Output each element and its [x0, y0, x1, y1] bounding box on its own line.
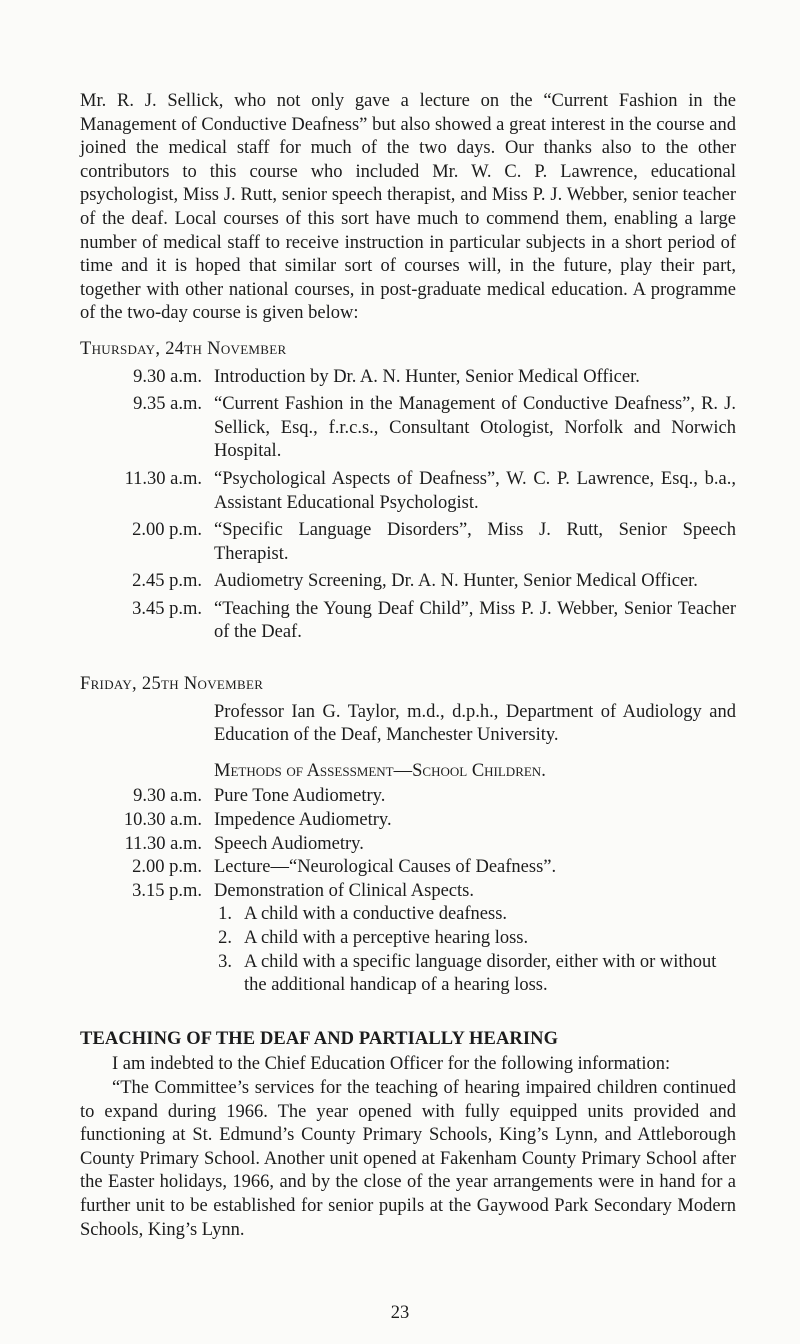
list-number: 2.	[218, 928, 232, 948]
programme-row	[80, 598, 736, 645]
programme-time: 11.30 a.m.	[124, 468, 202, 489]
programme-time: 9.30 a.m.	[133, 786, 202, 807]
programme-row	[80, 809, 736, 833]
intro-paragraph: Mr. R. J. Sellick, who not only gave a lecture on the “Current Fashion in the Management of Conductive Deafness” but also showed a great interest in the course and joined the medical staff for much of the two days. Our thanks also to the other contributors to this course who included Mr. W. C. P. Lawrence, educational psychologist, Miss J. Rutt, senior speech therapist, and Miss P. J. Webber, senior teacher of the deaf. Local courses of this sort have much to commend them, enabling a large number of medical staff to receive instruction in particular subjects in a short period of time and it is hoped that similar sort of courses will, in the future, play their part, together with other national courses, in post-graduate medical education. A programme of the two-day course is given below:	[80, 91, 736, 324]
programme-row	[80, 519, 736, 566]
programme-row	[80, 785, 736, 809]
programme-text: Introduction by Dr. A. N. Hunter, Senior Medical Officer.	[214, 366, 640, 387]
demonstration-list	[80, 903, 736, 997]
programme-time: 10.30 a.m.	[123, 810, 202, 831]
programme-time: 3.45 p.m.	[132, 598, 202, 619]
list-text: A child with a specific language disorder, either with or without the additional handicap of a hearing loss.	[244, 951, 717, 996]
programme-text: “Psychological Aspects of Deafness”, W. C. P. Lawrence, Esq., b.a., Assistant Educational Psychologist.	[214, 468, 736, 513]
programme-time: 3.15 p.m.	[132, 880, 202, 901]
methods-heading: Methods of Assessment—School Children.	[214, 760, 546, 781]
list-item	[214, 951, 736, 998]
friday-programme	[80, 785, 736, 903]
list-text: A child with a perceptive hearing loss.	[244, 928, 529, 948]
programme-row	[80, 393, 736, 464]
list-text: A child with a conductive deafness.	[244, 904, 508, 925]
programme-time: 11.30 a.m.	[124, 833, 202, 854]
programme-row	[80, 570, 736, 594]
programme-text: Lecture—“Neurological Causes of Deafness”.	[214, 857, 557, 878]
thursday-programme	[80, 366, 736, 646]
list-item	[214, 903, 736, 927]
friday-heading: Friday, 25th November	[80, 674, 264, 695]
programme-row	[80, 880, 736, 904]
programme-time: 9.35 a.m.	[133, 394, 202, 415]
programme-row	[80, 833, 736, 857]
programme-row	[80, 856, 736, 880]
section-paragraph: I am indebted to the Chief Education Officer for the following information:	[112, 1054, 671, 1075]
page-number: 23	[390, 1303, 410, 1323]
friday-lecturer: Professor Ian G. Taylor, m.d., d.p.h., Department of Audiology and Education of the Deaf, Manchester University.	[214, 701, 736, 746]
programme-time: 2.45 p.m.	[132, 571, 202, 592]
section-title: TEACHING OF THE DEAF AND PARTIALLY HEARING	[80, 1028, 559, 1049]
programme-time: 9.30 a.m.	[133, 366, 202, 387]
programme-time: 2.00 p.m.	[132, 857, 202, 878]
programme-time: 2.00 p.m.	[132, 520, 202, 541]
list-number: 3.	[218, 951, 232, 972]
programme-text: Speech Audiometry.	[214, 833, 364, 854]
programme-text: Impedence Audiometry.	[214, 810, 392, 831]
programme-text: “Teaching the Young Deaf Child”, Miss P. J. Webber, Senior Teacher of the Deaf.	[214, 598, 736, 643]
programme-row	[80, 468, 736, 515]
document-page	[80, 90, 736, 1242]
section-paragraph: “The Committee’s services for the teaching of hearing impaired children continued to expand during 1966. The year opened with fully equipped units provided and functioning at St. Edmund’s County Primary Schools, King’s Lynn, and Attleborough County Primary School. Another unit opened at Fakenham County Primary School after the Easter holidays, 1966, and by the close of the year arrangements were in hand for a further unit to be established for senior pupils at the Gaywood Park Secondary Modern Schools, King’s Lynn.	[80, 1077, 736, 1240]
programme-text: Audiometry Screening, Dr. A. N. Hunter, Senior Medical Officer.	[214, 571, 698, 592]
programme-text: “Specific Language Disorders”, Miss J. Rutt, Senior Speech Therapist.	[214, 520, 736, 564]
thursday-heading: Thursday, 24th November	[80, 338, 287, 359]
programme-text: Demonstration of Clinical Aspects.	[214, 880, 474, 901]
programme-text: Pure Tone Audiometry.	[214, 786, 386, 807]
programme-row	[80, 366, 736, 390]
programme-text: “Current Fashion in the Management of Conductive Deafness”, R. J. Sellick, Esq., f.r.c.s., Consultant Otologist, Norfolk and Norwich Hospital.	[214, 394, 736, 462]
list-number: 1.	[218, 904, 232, 925]
list-item	[214, 927, 736, 951]
